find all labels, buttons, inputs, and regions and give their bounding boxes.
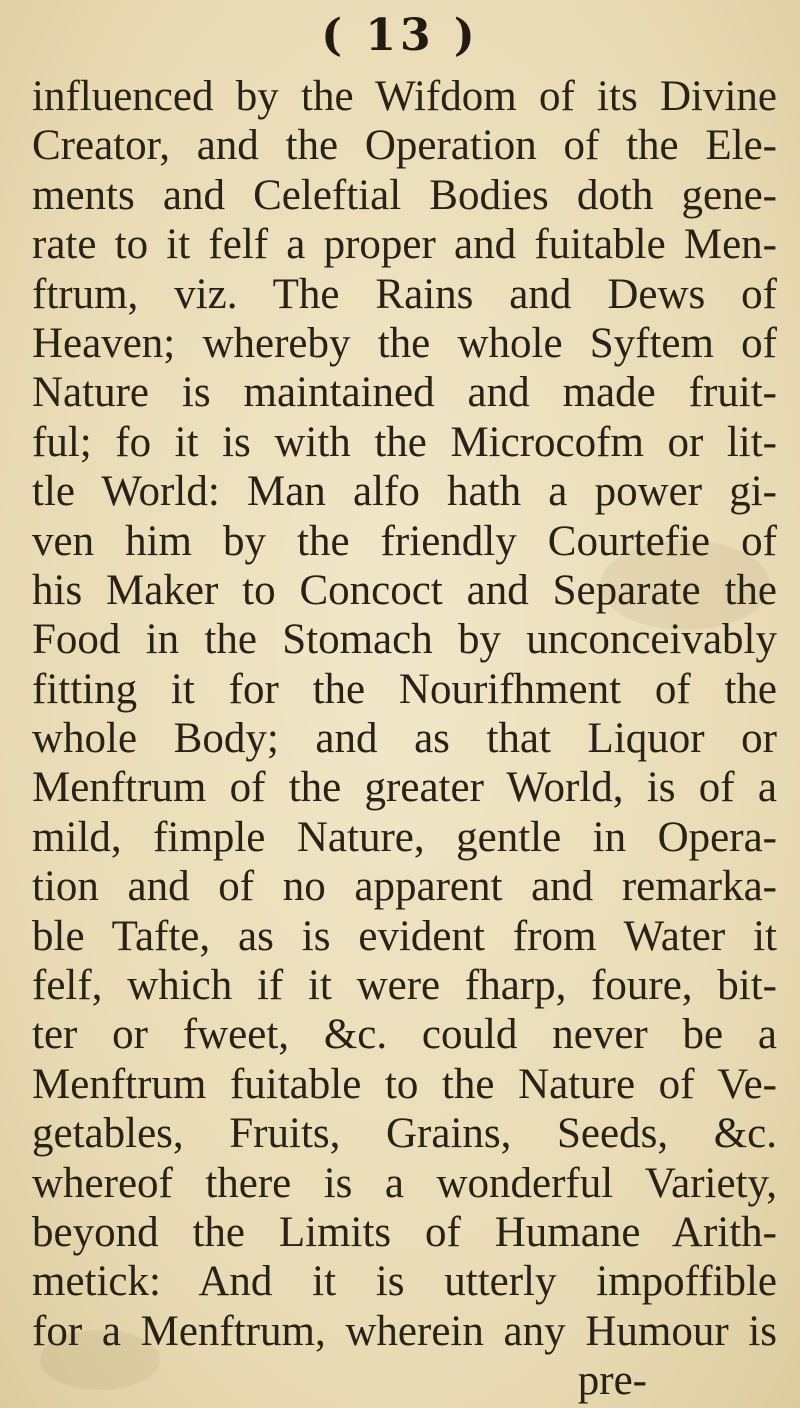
text-line: getables, Fruits, Grains, Seeds, &c.: [32, 1110, 777, 1158]
text-line: metick: And it is utterly impoffible: [32, 1258, 777, 1306]
text-line: felf, which if it were fharp, foure, bit-: [32, 962, 777, 1010]
text-line: for a Menftrum, wherein any Humour is: [32, 1307, 777, 1355]
text-line: Creator, and the Operation of the Ele-: [32, 122, 777, 170]
text-line: beyond the Limits of Humane Arith-: [32, 1208, 777, 1256]
text-line: ter or fweet, &c. could never be a: [32, 1011, 777, 1059]
page-number: ( 13 ): [321, 10, 479, 61]
text-line: Food in the Stomach by unconceivably: [32, 616, 777, 664]
text-line: influenced by the Wifdom of its Divine: [32, 73, 777, 120]
text-line: ments and Celeftial Bodies doth gene-: [32, 171, 777, 219]
text-line: his Maker to Concoct and Separate the: [32, 566, 777, 614]
text-line: Menftrum of the greater World, is of a: [32, 764, 777, 812]
page-text: [32, 72, 777, 1406]
text-line: ven him by the friendly Courtefie of: [32, 517, 777, 565]
text-line: ful; fo it is with the Microcofm or lit-: [32, 418, 777, 466]
text-line: tle World: Man alfo hath a power gi-: [32, 468, 777, 516]
text-line: whereof there is a wonderful Variety,: [32, 1159, 777, 1207]
catchword: pre-: [577, 1357, 647, 1405]
text-line: tion and of no apparent and remarka-: [32, 863, 777, 911]
text-line: whole Body; and as that Liquor or: [32, 715, 777, 763]
text-line: Heaven; whereby the whole Syftem of: [32, 319, 777, 367]
text-line: mild, fimple Nature, gentle in Opera-: [32, 813, 777, 861]
text-line: ftrum, viz. The Rains and Dews of: [32, 270, 777, 318]
text-line: ble Tafte, as is evident from Water it: [32, 912, 777, 960]
text-line: Menftrum fuitable to the Nature of Ve-: [32, 1060, 777, 1108]
text-line: Nature is maintained and made fruit-: [32, 369, 777, 417]
text-line: fitting it for the Nourifhment of the: [32, 665, 777, 713]
text-line: rate to it felf a proper and fuitable Men-: [32, 221, 777, 269]
